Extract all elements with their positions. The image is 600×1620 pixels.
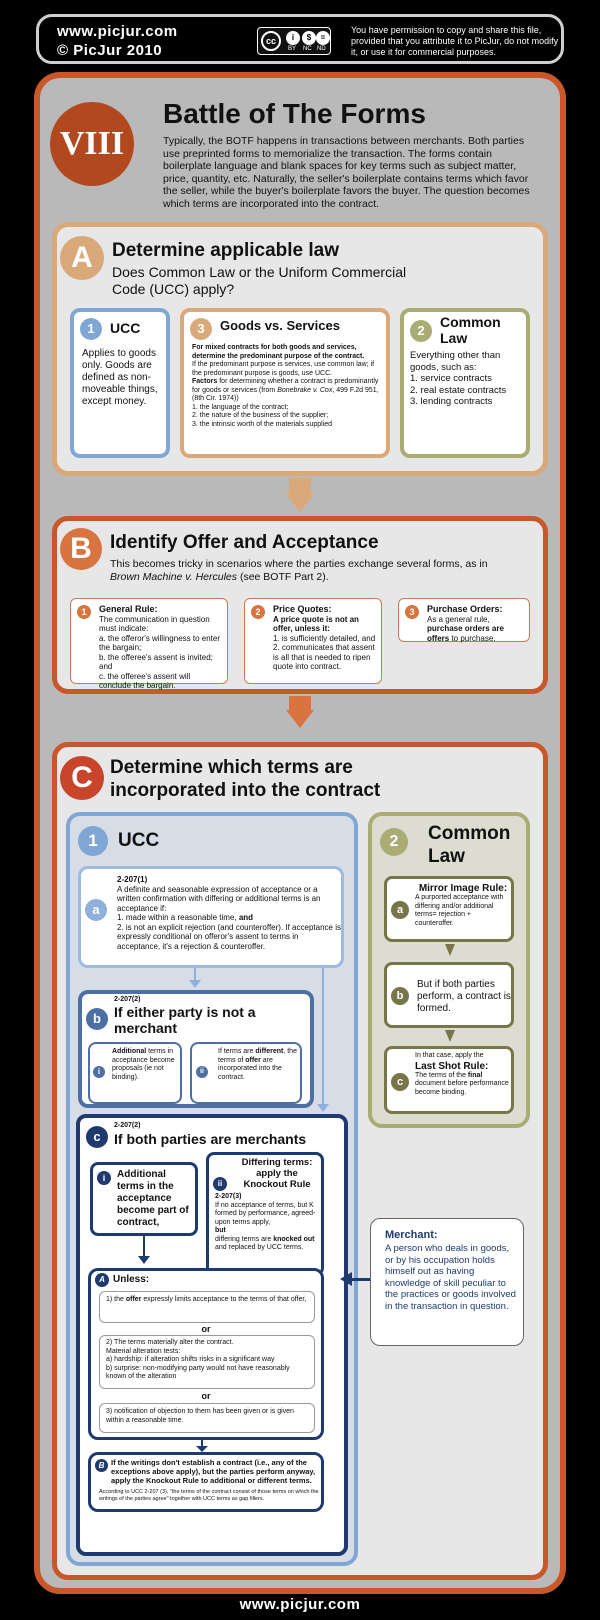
ucc-column-title: UCC (118, 830, 160, 851)
ucc-2207-2-nonmerchant-card (78, 990, 314, 1108)
chapter-numeral: VIII (50, 102, 134, 186)
ucc-c-i-card (90, 1162, 198, 1236)
arrow-ucc-a-b-icon (189, 980, 201, 988)
arrow-ucc-a-c-icon (317, 1104, 329, 1112)
section-b-title: Identify Offer and Acceptance (110, 532, 379, 553)
purchase-orders-body (427, 615, 527, 644)
last-shot-b1: The terms of the (415, 1071, 468, 1079)
card-goods-vs-services (180, 308, 390, 458)
card-ucc-title: UCC (110, 320, 141, 336)
last-shot-b2: document before performance become binding. (415, 1080, 509, 1096)
unless-card (88, 1268, 324, 1440)
ucc-c-i-label: i (97, 1171, 111, 1185)
mirror-body: A purported acceptance with differing and/or additional terms= rejection + counteroffer. (415, 894, 504, 927)
ucc-c-ii-b3: and replaced by UCC terms. (215, 1244, 304, 1251)
purchase-orders-num: 3 (405, 605, 419, 619)
both-perform-card (384, 962, 514, 1028)
gvs-l1: 1. the language of the contract; (192, 403, 289, 411)
gvs-case: Bonebrake v. Cox (277, 386, 333, 394)
unless-1 (99, 1291, 315, 1323)
ucc-a-l1 (117, 913, 341, 923)
purchase-orders-text (427, 605, 527, 643)
ucc-b-i-label: i (93, 1066, 105, 1078)
arrow-mirror-icon (445, 944, 455, 956)
unless-2b: b) surprise: non-modifying party would not have reasonably known of the alteration (106, 1364, 290, 1380)
copyright: © PicJur 2010 (57, 42, 163, 59)
ucc-b-ii-bold: different (255, 1048, 284, 1055)
site-url[interactable]: www.picjur.com (57, 23, 178, 40)
unless-1a: 1) the (106, 1296, 126, 1303)
intro-text: Typically, the BOTF happens in transactions between merchants. Both parties use preprinted forms to memorialize the transaction. The forms contain boilerplate language and blank spaces for key terms such as subject matter, price, quantity, etc. Naturally, the seller's boilerplate contains terms which favor the seller, while the buyer's boilerplate favors the buyer. The question becomes which terms are incorporated into the contract. (163, 135, 530, 210)
ucc-a-and: and (238, 913, 254, 922)
card-common-title: Common Law (440, 314, 501, 346)
general-rule-title: General Rule: (99, 604, 158, 614)
arrow-perform-icon (445, 1030, 455, 1042)
ucc-c-ii-text (215, 1193, 321, 1253)
unless-2-tests: Material alteration tests: (106, 1347, 181, 1355)
ucc-c-code: 2-207(2) (114, 1122, 141, 1129)
gvs-factors-bold: Factors (192, 378, 218, 385)
fallback-note: According to UCC 2-207 (3), "the terms of the contract consist of those terms on which the writings of the parties agree" together with UCC terms as gap fillers. (99, 1489, 319, 1502)
common-l3: 3. lending contracts (410, 396, 493, 407)
card-gvs-num: 3 (190, 318, 212, 340)
ucc-c-ii-ko: knocked out (273, 1235, 315, 1243)
ucc-b-ii-3: are incorporated into the contract. (218, 1056, 282, 1081)
perform-text: But if both parties perform, a contract is formed. (417, 979, 511, 1014)
last-shot-final: final (467, 1071, 483, 1079)
page-title: Battle of The Forms (163, 98, 426, 129)
ucc-c-label: c (86, 1126, 108, 1148)
price-quotes-l1: 1. is sufficiently detailed, and (273, 633, 376, 643)
mirror-text (415, 883, 511, 928)
arrow-c-unless-line (143, 1236, 145, 1258)
price-quotes-text (273, 605, 377, 672)
general-rule-b: b. the offeree's assent is invited; and (99, 652, 213, 671)
card-common-law (400, 308, 530, 458)
merchant-body: A person who deals in goods, or by his occupation holds himself out as having knowledge of skill peculiar to the practices or goods involved in the transaction in question. (385, 1243, 516, 1312)
arrow-a-c-line (322, 968, 324, 1106)
last-shot-text (415, 1052, 511, 1097)
fallback-label: B (95, 1459, 108, 1472)
card-ucc-body: Applies to goods only. Goods are defined as non-moveable things, except money. (82, 348, 158, 407)
b-case: Brown Machine v. Hercules (110, 571, 238, 583)
ucc-b-ii-1: If terms are (218, 1048, 256, 1055)
noderivs-icon: = (316, 31, 330, 45)
general-rule-a: a. the offeror's willingness to enter the bargain; (99, 633, 220, 652)
cc-nc-label: NC (303, 46, 312, 52)
attribution-icon: i (286, 31, 300, 45)
ucc-b-ii-text (218, 1048, 298, 1082)
unless-or-1: or (201, 1324, 211, 1334)
perform-label: b (391, 987, 409, 1005)
ucc-a-l1-text: 1. made within a reasonable time, (117, 913, 239, 922)
card-ucc (70, 308, 170, 458)
merchant-arrow-line (350, 1278, 370, 1281)
section-a-title: Determine applicable law (112, 240, 340, 261)
ucc-b-i-text (112, 1048, 180, 1082)
last-shot-title: Last Shot Rule: (415, 1060, 489, 1072)
ucc-a-l2: 2. is not an explicit rejection (and counteroffer). If acceptance is expressly conditional on offeror's assent to terms in acceptance, it's a rejection & counteroffer. (117, 922, 341, 951)
section-c-title-2: incorporated into the contract (110, 780, 381, 801)
card-ucc-num: 1 (80, 318, 102, 340)
unless-1b: offer (125, 1296, 142, 1303)
card-general-rule (70, 598, 228, 690)
purchase-orders-title: Purchase Orders: (427, 604, 503, 614)
po-p1: As a general rule, (427, 614, 490, 624)
merchant-title: Merchant: (385, 1229, 438, 1241)
last-shot-label: c (391, 1073, 409, 1091)
section-a-badge: A (60, 236, 104, 280)
b-sub2: (see BOTF Part 2). (237, 571, 329, 583)
ucc-c-ii-b2 (215, 1236, 321, 1253)
card-gvs-body (192, 344, 384, 429)
common-body: Everything other than goods, such as: (410, 350, 501, 373)
ucc-a-label: a (85, 899, 107, 921)
ucc-a-code: 2-207(1) (117, 875, 148, 884)
ucc-c-i-text: Additional terms in the acceptance become part of contract, (117, 1169, 189, 1228)
unless-3: 3) notification of objection to them has been given or is given within a reasonable time. (99, 1403, 315, 1433)
arrow-c-unless-icon (138, 1256, 150, 1264)
mirror-image-card (384, 876, 514, 942)
ucc-b-ii-2: , the terms of (218, 1048, 297, 1064)
ucc-b-title: If either party is not a merchant (114, 1004, 256, 1036)
ucc-2207-2-merchants-card (76, 1114, 348, 1556)
cc-license-icon (257, 27, 331, 55)
unless-or-2: or (201, 1391, 211, 1401)
ucc-c-ii-code: 2-207(3) (215, 1193, 242, 1200)
gvs-l2: 2. the nature of the business of the supplier; (192, 412, 329, 419)
ucc-c-title: If both parties are merchants (114, 1131, 307, 1147)
arrow-a-b-icon (286, 494, 314, 512)
card-price-quotes (244, 598, 382, 684)
merchant-definition-card (370, 1218, 524, 1346)
unless-2-lead: 2) The terms materially alter the contract. (106, 1339, 234, 1346)
last-shot-card (384, 1046, 514, 1114)
common-l1: 1. service contracts (410, 373, 492, 384)
ucc-c-ii-but: but (215, 1227, 226, 1234)
card-gvs-title: Goods vs. Services (220, 318, 340, 333)
card-purchase-orders (398, 598, 530, 642)
merchant-arrow-icon (340, 1272, 352, 1286)
unless-2a: a) hardship: if alteration shifts risks in a significant way (106, 1356, 275, 1363)
ucc-c-ii-b2-text: differing terms are (215, 1235, 274, 1243)
mirror-label: a (391, 901, 409, 919)
cc-by-label: BY (288, 46, 297, 52)
footer-url[interactable]: www.picjur.com (239, 1596, 361, 1613)
last-shot-pre: In that case, apply the (415, 1052, 484, 1059)
ucc-b-label: b (86, 1008, 108, 1030)
ucc-b-code: 2-207(2) (114, 996, 141, 1003)
general-rule-text (99, 605, 223, 691)
common-l2: 2. real estate contracts (410, 384, 507, 396)
unless-2 (99, 1335, 315, 1389)
section-a-subtitle: Does Common Law or the Uniform Commercial Code (UCC) apply? (112, 264, 407, 297)
license-text: You have permission to copy and share this file, provided that you attribute it to PicJur, do not modify it, or use it for commercial purposes. (351, 25, 559, 57)
noncommercial-icon: $ (302, 31, 316, 45)
unless-1c: expressly limits acceptance to the terms of that offer, (141, 1296, 307, 1303)
gvs-l3: 3. the intrinsic worth of the materials supplied (192, 420, 333, 428)
fallback-text: If the writings don't establish a contract (i.e., any of the exceptions above apply), but the parties perform anyway, apply the Knockout Rule to additional or different terms. (111, 1458, 316, 1485)
price-quotes-l2: 2. communicates that assent is all that is needed to ripen quote into contract. (273, 643, 375, 671)
ucc-b-ii-label: ii (196, 1066, 208, 1078)
ucc-a-text (117, 875, 341, 951)
ucc-c-ii-card (206, 1152, 324, 1276)
mirror-title: Mirror Image Rule: (418, 883, 508, 894)
ucc-column-num: 1 (78, 826, 108, 856)
general-rule-body: The communication in question must indicate: (99, 614, 210, 633)
card-common-body (410, 350, 528, 408)
unless-label: A (95, 1273, 109, 1287)
arrow-b-c-icon (286, 710, 314, 728)
gvs-factors-text: for determining whether a contract is predominantly for goods or services (from (192, 378, 379, 394)
ucc-c-ii-label: ii (213, 1177, 227, 1191)
common-column-num: 2 (380, 828, 408, 856)
ucc-c-ii-title: Differing terms: apply the Knockout Rule (241, 1157, 313, 1190)
section-c-badge: C (60, 756, 104, 800)
price-quotes-lead: A price quote is not an offer, unless it: (273, 614, 359, 633)
section-b-badge: B (60, 528, 102, 570)
price-quotes-title: Price Quotes: (273, 604, 332, 614)
gvs-lead: For mixed contracts for both goods and services, determine the predominant purpose of the contract. (192, 344, 365, 360)
gvs-p1: If the predominant purpose is services, use common law; if the predominant purpose is goods, use UCC. (192, 361, 375, 377)
ucc-b-i-card (88, 1042, 182, 1104)
general-rule-c: c. the offeree's assent will conclude the bargain. (99, 671, 191, 690)
ucc-b-i-bold: Additional (112, 1048, 147, 1055)
common-column-title: Common Law (428, 823, 511, 867)
unless-title: Unless: (113, 1274, 150, 1285)
cc-logo-icon: cc (261, 31, 281, 51)
gvs-factors (192, 378, 384, 404)
price-quotes-num: 2 (251, 605, 265, 619)
general-rule-num: 1 (77, 605, 91, 619)
knockout-fallback-card (88, 1452, 324, 1512)
po-bold: purchase orders are offers (427, 624, 504, 643)
header-bar (36, 14, 564, 64)
cc-nd-label: ND (317, 46, 326, 52)
po-p2: to purchase. (449, 633, 496, 643)
ucc-b-i-body: terms in acceptance become proposals (ie not binding). (112, 1048, 175, 1081)
gvs-cite: , 499 F.2d 951, (8th Cir. 1974)) (192, 386, 379, 402)
ucc-c-ii-b1: If no acceptance of terms, but K formed by performance, agreed-upon terms apply, (215, 1201, 316, 1226)
card-common-num: 2 (410, 320, 432, 342)
ucc-a-body: A definite and seasonable expression of acceptance or a written confirmation with differing or additional terms is an acceptance if: (117, 884, 321, 913)
ucc-b-ii-offer: offer (245, 1056, 261, 1064)
ucc-2207-1-card (78, 866, 344, 968)
b-sub1: This becomes tricky in scenarios where the parties exchange several forms, as in (110, 558, 488, 570)
section-c-title-1: Determine which terms are (110, 757, 353, 778)
ucc-b-ii-card (190, 1042, 302, 1104)
section-b-subtitle (110, 558, 510, 584)
